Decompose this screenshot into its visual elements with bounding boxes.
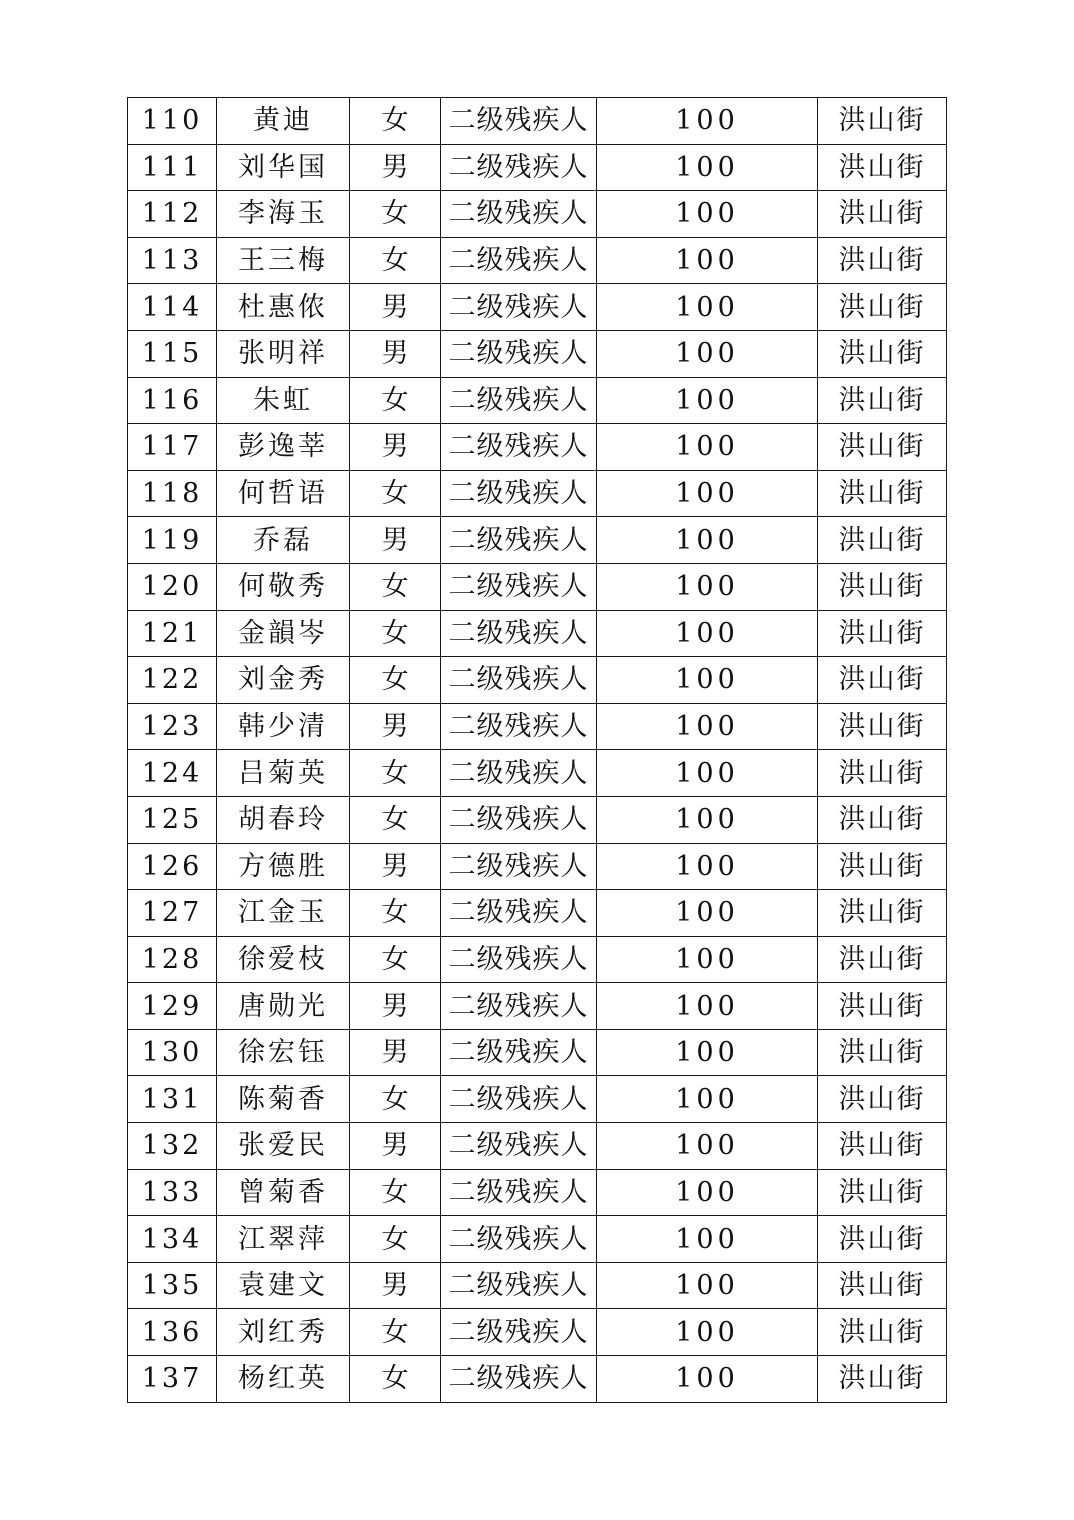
disability-level-cell: 二级残疾人 <box>441 1169 597 1216</box>
person-name-cell: 江翠萍 <box>217 1216 350 1263</box>
amount-cell: 100 <box>597 1169 818 1216</box>
person-name-cell: 唐勋光 <box>217 983 350 1030</box>
gender-cell: 女 <box>350 470 441 517</box>
person-name-cell: 曾菊香 <box>217 1169 350 1216</box>
disability-level-cell: 二级残疾人 <box>441 330 597 377</box>
gender-cell: 男 <box>350 1262 441 1309</box>
row-number-cell: 122 <box>128 657 217 704</box>
street-cell: 洪山街 <box>818 1123 947 1170</box>
table-row <box>128 424 947 471</box>
amount-cell: 100 <box>597 890 818 937</box>
amount-cell: 100 <box>597 796 818 843</box>
person-name-cell: 李海玉 <box>217 191 350 238</box>
row-number-cell: 126 <box>128 843 217 890</box>
gender-cell: 男 <box>350 1029 441 1076</box>
table-row <box>128 1262 947 1309</box>
gender-cell: 女 <box>350 1216 441 1263</box>
amount-cell: 100 <box>597 191 818 238</box>
table-row <box>128 191 947 238</box>
disability-level-cell: 二级残疾人 <box>441 983 597 1030</box>
person-name-cell: 乔磊 <box>217 517 350 564</box>
row-number-cell: 117 <box>128 424 217 471</box>
row-number-cell: 134 <box>128 1216 217 1263</box>
gender-cell: 女 <box>350 191 441 238</box>
amount-cell: 100 <box>597 1262 818 1309</box>
amount-cell: 100 <box>597 1029 818 1076</box>
row-number-cell: 112 <box>128 191 217 238</box>
street-cell: 洪山街 <box>818 1262 947 1309</box>
person-name-cell: 陈菊香 <box>217 1076 350 1123</box>
disability-level-cell: 二级残疾人 <box>441 98 597 145</box>
street-cell: 洪山街 <box>818 563 947 610</box>
amount-cell: 100 <box>597 237 818 284</box>
row-number-cell: 120 <box>128 563 217 610</box>
amount-cell: 100 <box>597 144 818 191</box>
table-row <box>128 796 947 843</box>
row-number-cell: 127 <box>128 890 217 937</box>
person-name-cell: 彭逸莘 <box>217 424 350 471</box>
gender-cell: 女 <box>350 237 441 284</box>
table-row <box>128 936 947 983</box>
gender-cell: 女 <box>350 796 441 843</box>
table-row <box>128 750 947 797</box>
amount-cell: 100 <box>597 750 818 797</box>
gender-cell: 女 <box>350 1309 441 1356</box>
row-number-cell: 119 <box>128 517 217 564</box>
amount-cell: 100 <box>597 1309 818 1356</box>
gender-cell: 女 <box>350 936 441 983</box>
gender-cell: 女 <box>350 657 441 704</box>
person-name-cell: 方德胜 <box>217 843 350 890</box>
row-number-cell: 123 <box>128 703 217 750</box>
amount-cell: 100 <box>597 610 818 657</box>
gender-cell: 女 <box>350 750 441 797</box>
row-number-cell: 110 <box>128 98 217 145</box>
street-cell: 洪山街 <box>818 750 947 797</box>
person-name-cell: 杨红英 <box>217 1356 350 1403</box>
gender-cell: 女 <box>350 610 441 657</box>
street-cell: 洪山街 <box>818 703 947 750</box>
gender-cell: 女 <box>350 1356 441 1403</box>
gender-cell: 男 <box>350 330 441 377</box>
amount-cell: 100 <box>597 470 818 517</box>
street-cell: 洪山街 <box>818 98 947 145</box>
row-number-cell: 113 <box>128 237 217 284</box>
gender-cell: 男 <box>350 843 441 890</box>
street-cell: 洪山街 <box>818 843 947 890</box>
roster-table-body <box>128 98 947 1403</box>
disability-level-cell: 二级残疾人 <box>441 1309 597 1356</box>
person-name-cell: 江金玉 <box>217 890 350 937</box>
street-cell: 洪山街 <box>818 890 947 937</box>
street-cell: 洪山街 <box>818 377 947 424</box>
table-row <box>128 470 947 517</box>
person-name-cell: 金韻岑 <box>217 610 350 657</box>
gender-cell: 男 <box>350 983 441 1030</box>
person-name-cell: 何哲语 <box>217 470 350 517</box>
row-number-cell: 118 <box>128 470 217 517</box>
person-name-cell: 刘金秀 <box>217 657 350 704</box>
amount-cell: 100 <box>597 703 818 750</box>
table-row <box>128 1029 947 1076</box>
table-row <box>128 563 947 610</box>
gender-cell: 女 <box>350 1169 441 1216</box>
disability-level-cell: 二级残疾人 <box>441 657 597 704</box>
street-cell: 洪山街 <box>818 517 947 564</box>
street-cell: 洪山街 <box>818 657 947 704</box>
person-name-cell: 袁建文 <box>217 1262 350 1309</box>
table-row <box>128 1076 947 1123</box>
street-cell: 洪山街 <box>818 610 947 657</box>
table-row <box>128 843 947 890</box>
disability-level-cell: 二级残疾人 <box>441 750 597 797</box>
table-row <box>128 98 947 145</box>
person-name-cell: 何敬秀 <box>217 563 350 610</box>
disability-level-cell: 二级残疾人 <box>441 890 597 937</box>
amount-cell: 100 <box>597 843 818 890</box>
street-cell: 洪山街 <box>818 796 947 843</box>
table-row <box>128 1356 947 1403</box>
row-number-cell: 137 <box>128 1356 217 1403</box>
gender-cell: 男 <box>350 284 441 331</box>
street-cell: 洪山街 <box>818 1029 947 1076</box>
row-number-cell: 136 <box>128 1309 217 1356</box>
row-number-cell: 130 <box>128 1029 217 1076</box>
disability-level-cell: 二级残疾人 <box>441 377 597 424</box>
row-number-cell: 114 <box>128 284 217 331</box>
street-cell: 洪山街 <box>818 1309 947 1356</box>
amount-cell: 100 <box>597 1076 818 1123</box>
disability-level-cell: 二级残疾人 <box>441 1076 597 1123</box>
disability-level-cell: 二级残疾人 <box>441 517 597 564</box>
street-cell: 洪山街 <box>818 424 947 471</box>
row-number-cell: 124 <box>128 750 217 797</box>
person-name-cell: 刘红秀 <box>217 1309 350 1356</box>
table-row <box>128 1123 947 1170</box>
street-cell: 洪山街 <box>818 936 947 983</box>
gender-cell: 男 <box>350 144 441 191</box>
row-number-cell: 132 <box>128 1123 217 1170</box>
street-cell: 洪山街 <box>818 284 947 331</box>
street-cell: 洪山街 <box>818 191 947 238</box>
street-cell: 洪山街 <box>818 144 947 191</box>
amount-cell: 100 <box>597 1123 818 1170</box>
gender-cell: 女 <box>350 98 441 145</box>
table-row <box>128 237 947 284</box>
gender-cell: 女 <box>350 1076 441 1123</box>
table-row <box>128 890 947 937</box>
street-cell: 洪山街 <box>818 237 947 284</box>
disability-level-cell: 二级残疾人 <box>441 1262 597 1309</box>
disability-level-cell: 二级残疾人 <box>441 563 597 610</box>
person-name-cell: 张明祥 <box>217 330 350 377</box>
disability-level-cell: 二级残疾人 <box>441 1356 597 1403</box>
gender-cell: 男 <box>350 1123 441 1170</box>
person-name-cell: 王三梅 <box>217 237 350 284</box>
table-row <box>128 1216 947 1263</box>
amount-cell: 100 <box>597 983 818 1030</box>
person-name-cell: 韩少清 <box>217 703 350 750</box>
street-cell: 洪山街 <box>818 1169 947 1216</box>
row-number-cell: 128 <box>128 936 217 983</box>
disability-level-cell: 二级残疾人 <box>441 703 597 750</box>
disability-level-cell: 二级残疾人 <box>441 1123 597 1170</box>
person-name-cell: 徐爱枝 <box>217 936 350 983</box>
street-cell: 洪山街 <box>818 1216 947 1263</box>
person-name-cell: 刘华国 <box>217 144 350 191</box>
row-number-cell: 121 <box>128 610 217 657</box>
disability-level-cell: 二级残疾人 <box>441 237 597 284</box>
table-row <box>128 377 947 424</box>
table-row <box>128 983 947 1030</box>
gender-cell: 女 <box>350 563 441 610</box>
street-cell: 洪山街 <box>818 470 947 517</box>
disability-level-cell: 二级残疾人 <box>441 1029 597 1076</box>
person-name-cell: 胡春玲 <box>217 796 350 843</box>
gender-cell: 男 <box>350 424 441 471</box>
street-cell: 洪山街 <box>818 983 947 1030</box>
table-row <box>128 1309 947 1356</box>
gender-cell: 女 <box>350 377 441 424</box>
disability-level-cell: 二级残疾人 <box>441 284 597 331</box>
disability-level-cell: 二级残疾人 <box>441 796 597 843</box>
disability-level-cell: 二级残疾人 <box>441 610 597 657</box>
person-name-cell: 朱虹 <box>217 377 350 424</box>
amount-cell: 100 <box>597 657 818 704</box>
person-name-cell: 吕菊英 <box>217 750 350 797</box>
row-number-cell: 135 <box>128 1262 217 1309</box>
table-row <box>128 703 947 750</box>
street-cell: 洪山街 <box>818 1356 947 1403</box>
table-row <box>128 330 947 377</box>
amount-cell: 100 <box>597 563 818 610</box>
gender-cell: 女 <box>350 890 441 937</box>
amount-cell: 100 <box>597 330 818 377</box>
row-number-cell: 129 <box>128 983 217 1030</box>
disability-level-cell: 二级残疾人 <box>441 191 597 238</box>
table-row <box>128 1169 947 1216</box>
amount-cell: 100 <box>597 936 818 983</box>
amount-cell: 100 <box>597 517 818 564</box>
disability-level-cell: 二级残疾人 <box>441 470 597 517</box>
table-row <box>128 284 947 331</box>
person-name-cell: 张爱民 <box>217 1123 350 1170</box>
row-number-cell: 133 <box>128 1169 217 1216</box>
row-number-cell: 125 <box>128 796 217 843</box>
disability-level-cell: 二级残疾人 <box>441 1216 597 1263</box>
person-name-cell: 徐宏钰 <box>217 1029 350 1076</box>
roster-table <box>127 97 947 1403</box>
amount-cell: 100 <box>597 1216 818 1263</box>
amount-cell: 100 <box>597 424 818 471</box>
gender-cell: 男 <box>350 703 441 750</box>
person-name-cell: 黄迪 <box>217 98 350 145</box>
disability-level-cell: 二级残疾人 <box>441 424 597 471</box>
disability-level-cell: 二级残疾人 <box>441 843 597 890</box>
amount-cell: 100 <box>597 98 818 145</box>
table-row <box>128 610 947 657</box>
street-cell: 洪山街 <box>818 1076 947 1123</box>
street-cell: 洪山街 <box>818 330 947 377</box>
amount-cell: 100 <box>597 377 818 424</box>
table-row <box>128 144 947 191</box>
amount-cell: 100 <box>597 284 818 331</box>
disability-level-cell: 二级残疾人 <box>441 936 597 983</box>
row-number-cell: 111 <box>128 144 217 191</box>
disability-level-cell: 二级残疾人 <box>441 144 597 191</box>
table-row <box>128 517 947 564</box>
amount-cell: 100 <box>597 1356 818 1403</box>
person-name-cell: 杜惠侬 <box>217 284 350 331</box>
row-number-cell: 131 <box>128 1076 217 1123</box>
gender-cell: 男 <box>350 517 441 564</box>
row-number-cell: 116 <box>128 377 217 424</box>
row-number-cell: 115 <box>128 330 217 377</box>
table-row <box>128 657 947 704</box>
